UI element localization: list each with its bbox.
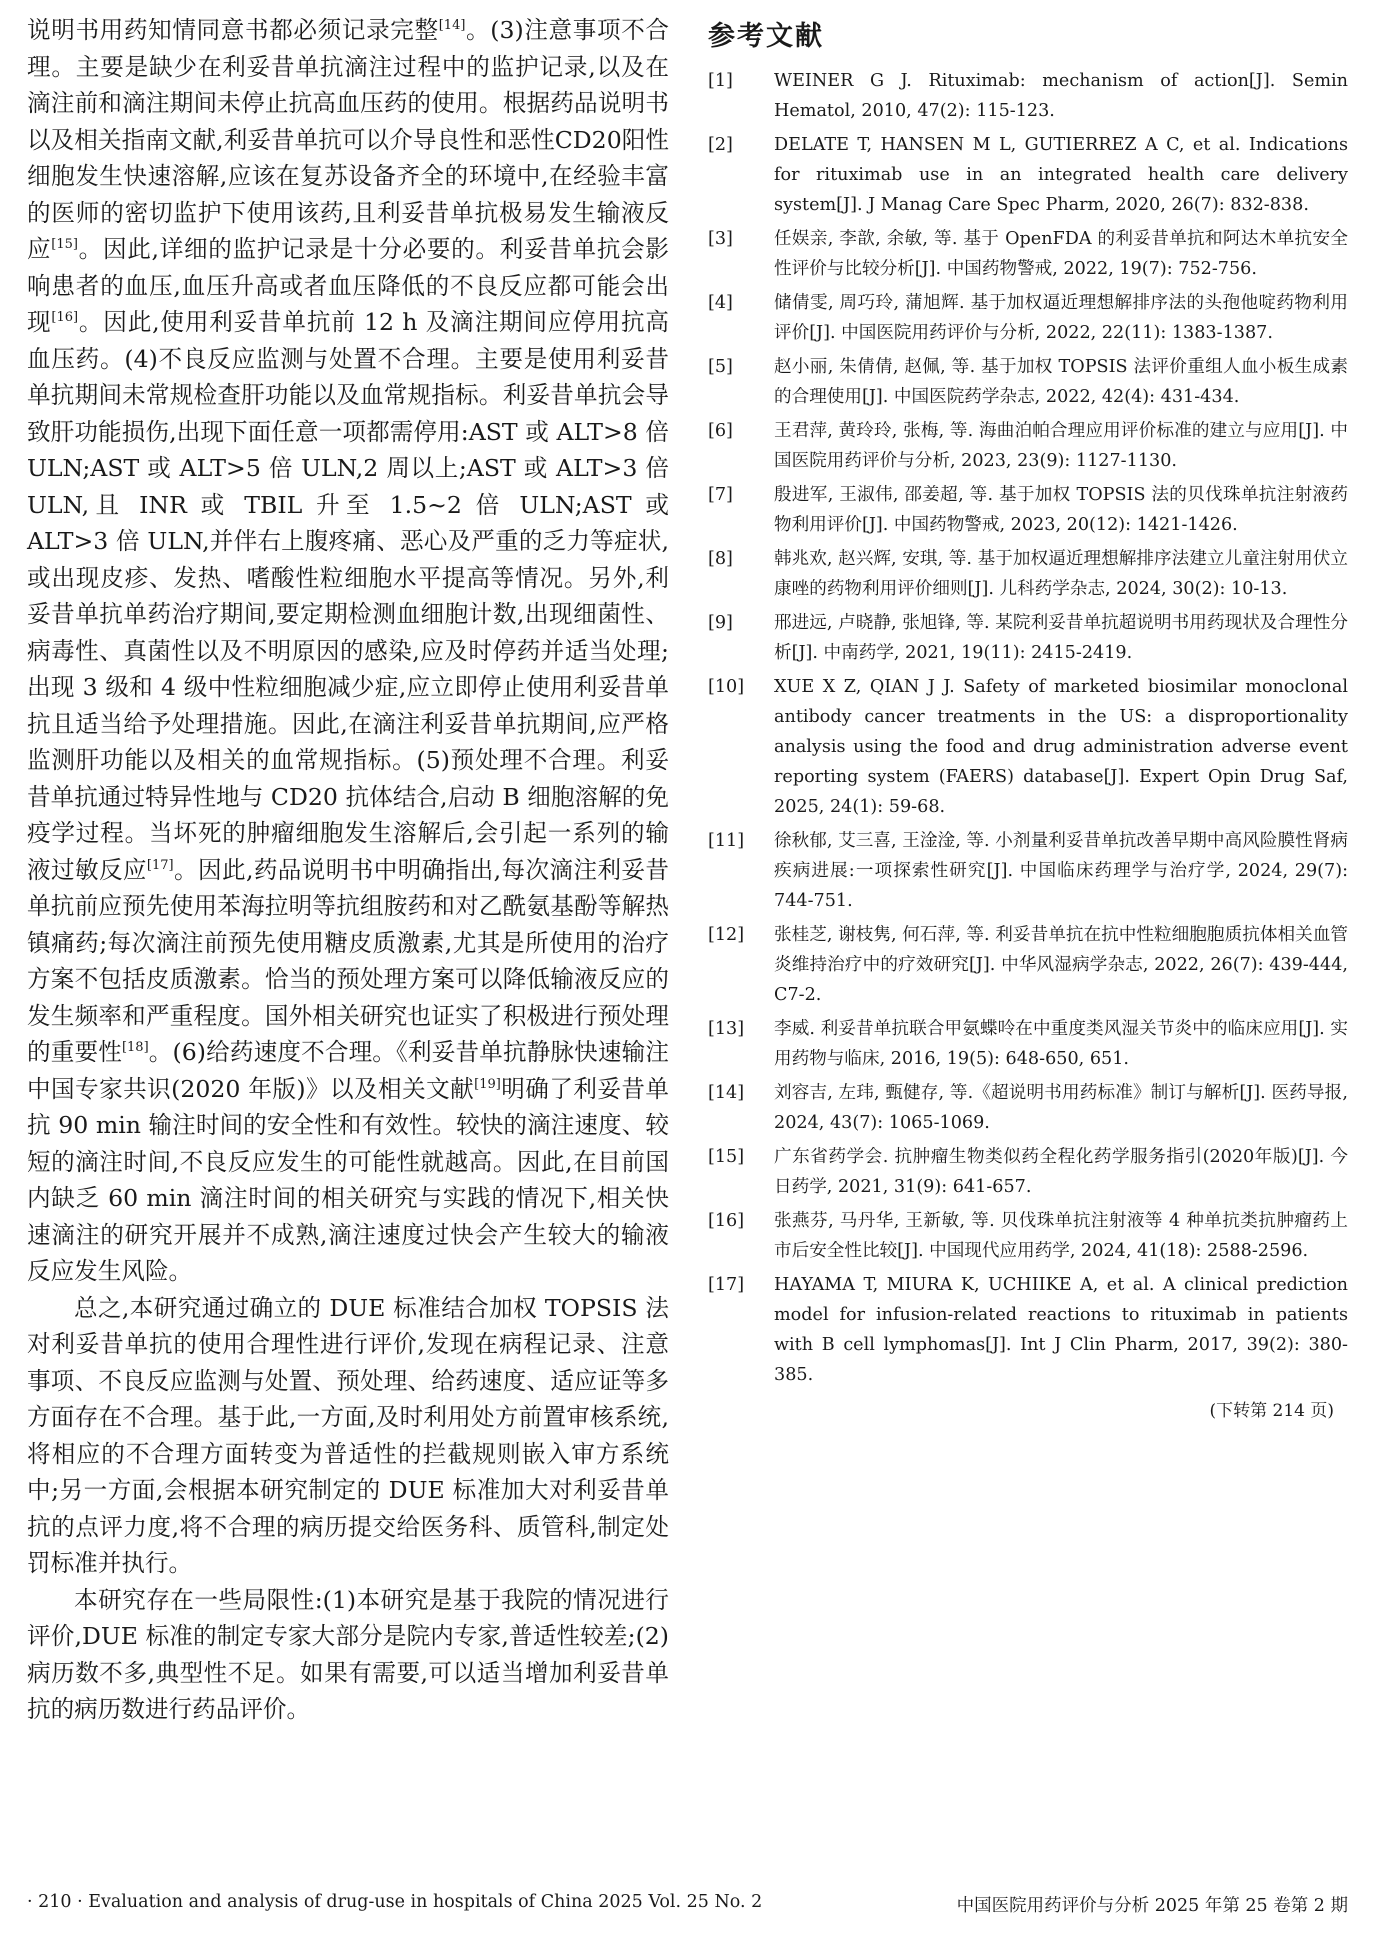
body-paragraph-1 xyxy=(27,12,669,1290)
reference-text: WEINER G J. Rituximab: mechanism of action[J]. Semin Hematol, 2010, 47(2): 115-123. xyxy=(774,71,1348,121)
reference-text: 王君萍, 黄玲玲, 张梅, 等. 海曲泊帕合理应用评价标准的建立与应用[J]. 中国医院用药评价与分析, 2023, 23(9): 1127-1130. xyxy=(774,421,1348,471)
reference-text: 广东省药学会. 抗肿瘤生物类似药全程化药学服务指引(2020年版)[J]. 今日药学, 2021, 31(9): 641-657. xyxy=(774,1147,1348,1197)
reference-item xyxy=(708,1270,1348,1390)
reference-text: 邢进远, 卢晓静, 张旭锋, 等. 某院利妥昔单抗超说明书用药现状及合理性分析[J]. 中南药学, 2021, 19(11): 2415-2419. xyxy=(774,613,1348,663)
citation-marker: [17] xyxy=(146,857,174,873)
reference-text: 徐秋郁, 艾三喜, 王淦淦, 等. 小剂量利妥昔单抗改善早期中高风险膜性肾病疾病进展:一项探索性研究[J]. 中国临床药理学与治疗学, 2024, 29(7): 744-751. xyxy=(774,831,1348,911)
text-run: 说明书用药知情同意书都必须记录完整 xyxy=(27,16,439,44)
reference-number: [10] xyxy=(708,677,745,697)
reference-item xyxy=(708,1014,1348,1074)
reference-number: [14] xyxy=(708,1083,745,1103)
reference-item xyxy=(708,66,1348,126)
reference-number: [9] xyxy=(708,613,733,633)
reference-number: [4] xyxy=(708,293,733,313)
reference-item xyxy=(708,416,1348,476)
reference-number: [12] xyxy=(708,925,745,945)
reference-item xyxy=(708,544,1348,604)
reference-list xyxy=(708,66,1348,1390)
body-paragraph-3 xyxy=(27,1582,669,1728)
reference-item xyxy=(708,1078,1348,1138)
text-run: 总之,本研究通过确立的 DUE 标准结合加权 TOPSIS 法对利妥昔单抗的使用合理性进行评价,发现在病程记录、注意事项、不良反应监测与处置、预处理、给药速度、适应证等多方面存在不合理。基于此,一方面,及时利用处方前置审核系统,将相应的不合理方面转变为普适性的拦截规则嵌入审方系统中;另一方面,会根据本研究制定的 DUE 标准加大对利妥昔单抗的点评力度,将不合理的病历提交给医务科、质管科,制定处罚标准并执行。 xyxy=(27,1293,669,1577)
reference-number: [8] xyxy=(708,549,733,569)
reference-text: XUE X Z, QIAN J J. Safety of marketed biosimilar monoclonal antibody cancer treatments in the US: a disproportionality analysis using the food and drug administration adverse event reporting system (FAERS) database[J]. Expert Opin Drug Saf, 2025, 24(1): 59-68. xyxy=(774,677,1348,817)
reference-text: 殷进军, 王淑伟, 邵姜超, 等. 基于加权 TOPSIS 法的贝伐珠单抗注射液药物利用评价[J]. 中国药物警戒, 2023, 20(12): 1421-1426. xyxy=(774,485,1348,535)
reference-number: [7] xyxy=(708,485,733,505)
reference-number: [5] xyxy=(708,357,733,377)
reference-text: 韩兆欢, 赵兴辉, 安琪, 等. 基于加权逼近理想解排序法建立儿童注射用伏立康唑的药物利用评价细则[J]. 儿科药学杂志, 2024, 30(2): 10-13. xyxy=(774,549,1348,599)
body-text-column xyxy=(27,12,669,1728)
reference-text: 张桂芝, 谢枝隽, 何石萍, 等. 利妥昔单抗在抗中性粒细胞胞质抗体相关血管炎维持治疗中的疗效研究[J]. 中华风湿病学杂志, 2022, 26(7): 439-444, C7-2. xyxy=(774,925,1348,1005)
citation-marker: [16] xyxy=(51,310,79,326)
reference-item xyxy=(708,352,1348,412)
reference-item xyxy=(708,1142,1348,1202)
citation-marker: [14] xyxy=(438,18,466,34)
reference-text: 任娱亲, 李歆, 余敏, 等. 基于 OpenFDA 的利妥昔单抗和阿达木单抗安全性评价与比较分析[J]. 中国药物警戒, 2022, 19(7): 752-756. xyxy=(774,229,1348,279)
body-paragraph-2 xyxy=(27,1290,669,1582)
text-run: 本研究存在一些局限性:(1)本研究是基于我院的情况进行评价,DUE 标准的制定专家大部分是院内专家,普适性较差;(2)病历数不多,典型性不足。如果有需要,可以适当增加利妥昔单抗的病历数进行药品评价。 xyxy=(27,1585,669,1723)
citation-marker: [19] xyxy=(474,1076,501,1092)
reference-number: [15] xyxy=(708,1147,745,1167)
text-run: 。因此,使用利妥昔单抗前 12 h 及滴注期间应停用抗高血压药。(4)不良反应监测与处置不合理。主要是使用利妥昔单抗期间未常规检查肝功能以及血常规指标。利妥昔单抗会导致肝功能损伤,出现下面任意一项都需停用:AST 或 ALT>8 倍 ULN;AST 或 ALT>5 倍 ULN,2 周以上;AST 或 ALT>3 倍 ULN,且 INR 或 TBIL 升至 1.5~2 倍 ULN;AST 或 ALT>3 倍 ULN,并伴右上腹疼痛、恶心及严重的乏力等症状,或出现皮疹、发热、嗜酸性粒细胞水平提高等情况。另外,利妥昔单抗单药治疗期间,要定期检测血细胞计数,出现细菌性、病毒性、真菌性以及不明原因的感染,应及时停药并适当处理;出现 3 级和 4 级中性粒细胞减少症,应立即停止使用利妥昔单抗且适当给予处理措施。因此,在滴注利妥昔单抗期间,应严格监测肝功能以及相关的血常规指标。(5)预处理不合理。利妥昔单抗通过特异性地与 CD20 抗体结合,启动 B 细胞溶解的免疫学过程。当坏死的肿瘤细胞发生溶解后,会引起一系列的输液过敏反应 xyxy=(27,308,669,884)
references-column xyxy=(708,18,1348,1424)
reference-item xyxy=(708,224,1348,284)
reference-text: HAYAMA T, MIURA K, UCHIIKE A, et al. A clinical prediction model for infusion-related reactions to rituximab in patients with B cell lymphomas[J]. Int J Clin Pharm, 2017, 39(2): 380-385. xyxy=(774,1275,1348,1385)
references-heading: 参考文献 xyxy=(708,21,824,52)
citation-marker: [18] xyxy=(121,1040,149,1056)
reference-item xyxy=(708,608,1348,668)
reference-text: 李威. 利妥昔单抗联合甲氨蝶呤在中重度类风湿关节炎中的临床应用[J]. 实用药物与临床, 2016, 19(5): 648-650, 651. xyxy=(774,1019,1348,1069)
reference-text: DELATE T, HANSEN M L, GUTIERREZ A C, et al. Indications for rituximab use in an integrated health care delivery system[J]. J Manag Care Spec Pharm, 2020, 26(7): 832-838. xyxy=(774,135,1348,215)
continued-note: (下转第 214 页) xyxy=(1209,1401,1334,1421)
text-run: 。(3)注意事项不合理。主要是缺少在利妥昔单抗滴注过程中的监护记录,以及在滴注前和滴注期间未停止抗高血压药的使用。根据药品说明书以及相关指南文献,利妥昔单抗可以介导良性和恶性CD20阳性细胞发生快速溶解,应该在复苏设备齐全的环境中,在经验丰富的医师的密切监护下使用该药,且利妥昔单抗极易发生输液反应 xyxy=(27,16,670,263)
footer-page-info: · 210 · Evaluation and analysis of drug-use in hospitals of China 2025 Vol. 25 No. 2 xyxy=(27,1892,763,1912)
footer-journal-info: 中国医院用药评价与分析 2025 年第 25 卷第 2 期 xyxy=(956,1896,1348,1916)
reference-item xyxy=(708,480,1348,540)
reference-number: [11] xyxy=(708,831,745,851)
reference-text: 储倩雯, 周巧玲, 蒲旭辉. 基于加权逼近理想解排序法的头孢他啶药物利用评价[J]. 中国医院用药评价与分析, 2022, 22(11): 1383-1387. xyxy=(774,293,1348,343)
reference-number: [16] xyxy=(708,1211,745,1231)
reference-item xyxy=(708,1206,1348,1266)
reference-item xyxy=(708,130,1348,220)
reference-number: [13] xyxy=(708,1019,745,1039)
text-run: 。因此,详细的监护记录是十分必要的。利妥昔单抗会影响患者的血压,血压升高或者血压降低的不良反应都可能会出现 xyxy=(27,235,670,336)
reference-number: [17] xyxy=(708,1275,745,1295)
reference-text: 张燕芬, 马丹华, 王新敏, 等. 贝伐珠单抗注射液等 4 种单抗类抗肿瘤药上市后安全性比较[J]. 中国现代应用药学, 2024, 41(18): 2588-2596. xyxy=(774,1211,1348,1261)
reference-text: 刘容吉, 左玮, 甄健存, 等.《超说明书用药标准》制订与解析[J]. 医药导报, 2024, 43(7): 1065-1069. xyxy=(774,1083,1348,1133)
reference-item xyxy=(708,288,1348,348)
reference-text: 赵小丽, 朱倩倩, 赵佩, 等. 基于加权 TOPSIS 法评价重组人血小板生成素的合理使用[J]. 中国医院药学杂志, 2022, 42(4): 431-434. xyxy=(774,357,1348,407)
citation-marker: [15] xyxy=(51,237,78,253)
reference-number: [6] xyxy=(708,421,733,441)
reference-item xyxy=(708,826,1348,916)
reference-number: [3] xyxy=(708,229,733,249)
text-run: 。因此,药品说明书中明确指出,每次滴注利妥昔单抗前应预先使用苯海拉明等抗组胺药和对乙酰氨基酚等解热镇痛药;每次滴注前预先使用糖皮质激素,尤其是所使用的治疗方案不包括皮质激素。恰当的预处理方案可以降低输液反应的发生频率和严重程度。国外相关研究也证实了积极进行预处理的重要性 xyxy=(27,855,670,1066)
reference-number: [1] xyxy=(708,71,733,91)
reference-number: [2] xyxy=(708,135,733,155)
reference-item xyxy=(708,672,1348,822)
reference-item xyxy=(708,920,1348,1010)
text-run: 明确了利妥昔单抗 90 min 输注时间的安全性和有效性。较快的滴注速度、较短的滴注时间,不良反应发生的可能性就越高。因此,在目前国内缺乏 60 min 滴注时间的相关研究与实践的情况下,相关快速滴注的研究开展并不成熟,滴注速度过快会产生较大的输液反应发生风险。 xyxy=(27,1074,670,1285)
text-run: 。(6)给药速度不合理。《利妥昔单抗静脉快速输注中国专家共识(2020 年版)》以及相关文献 xyxy=(27,1038,669,1103)
